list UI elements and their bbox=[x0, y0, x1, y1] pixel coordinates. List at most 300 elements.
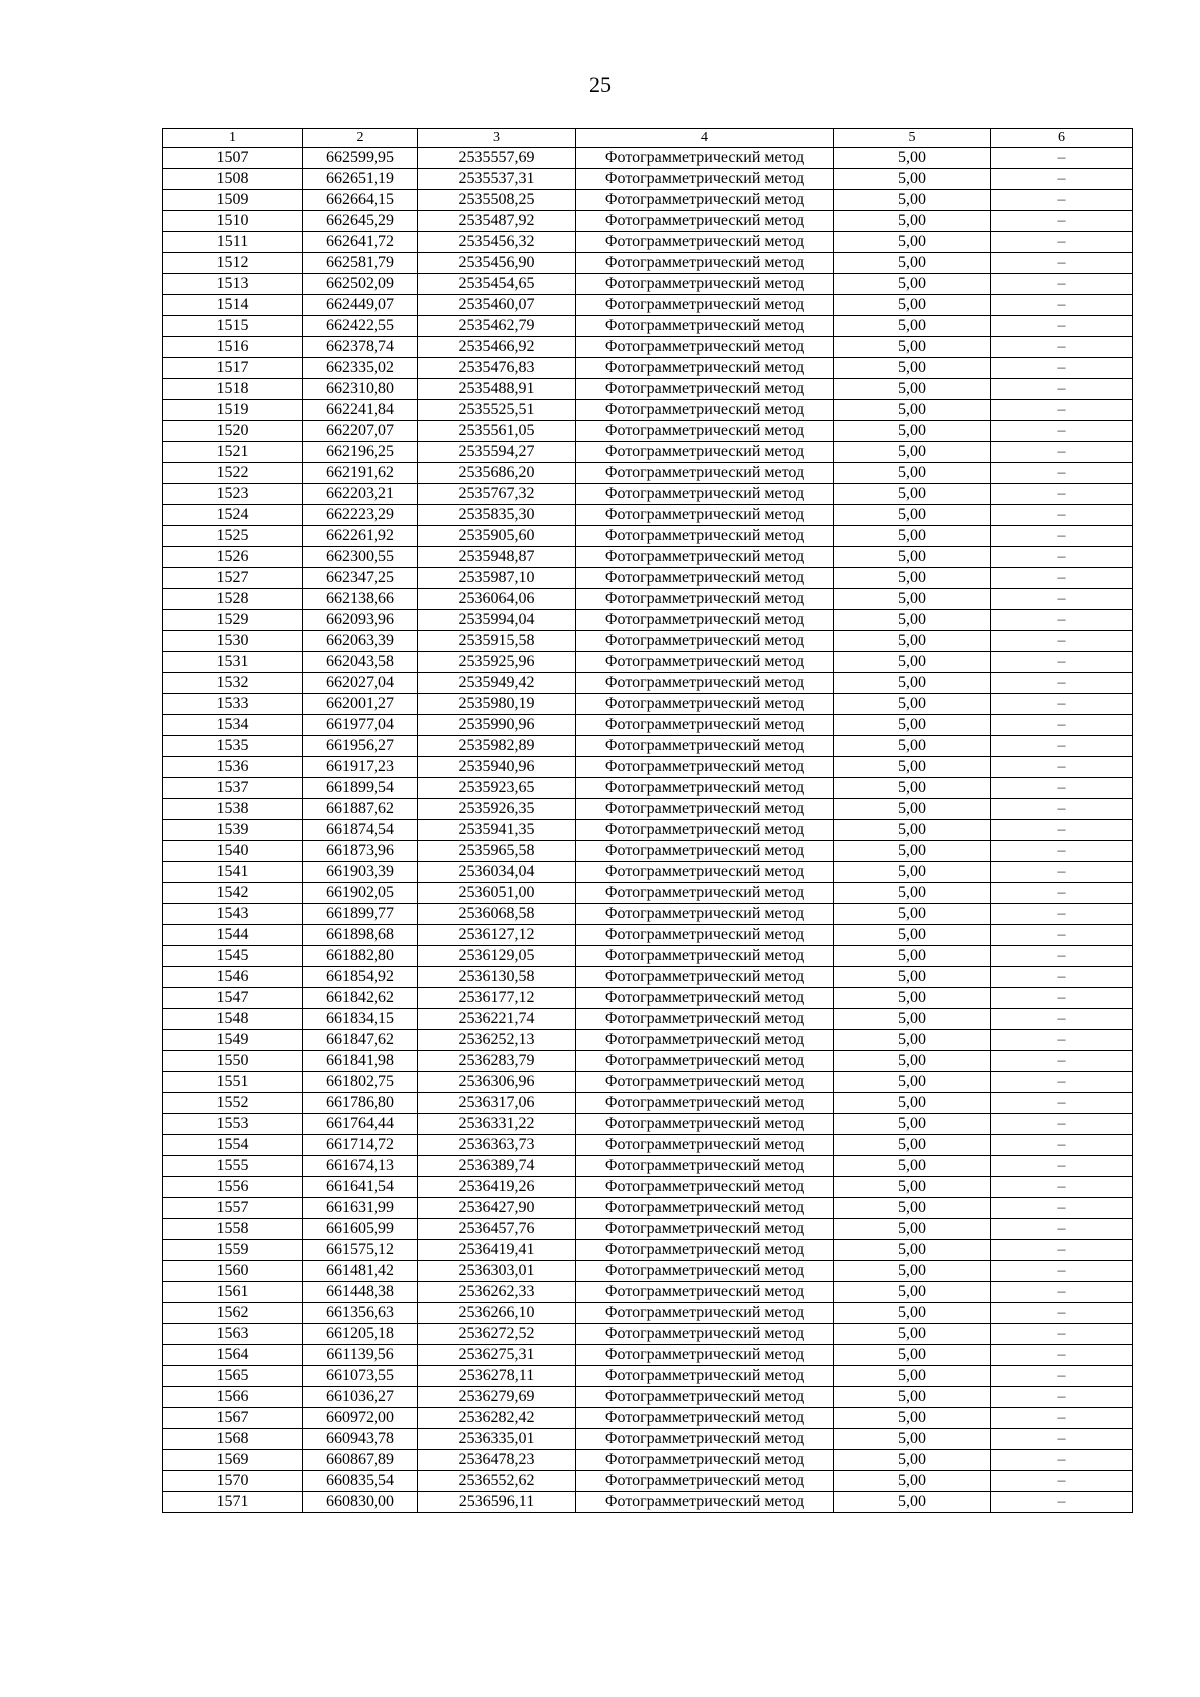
method-cell: Фотограмметрический метод bbox=[576, 673, 834, 694]
point-number-cell: 1534 bbox=[163, 715, 303, 736]
point-number-cell: 1544 bbox=[163, 925, 303, 946]
table-row bbox=[163, 1135, 1133, 1156]
accuracy-cell: 5,00 bbox=[834, 1303, 991, 1324]
accuracy-cell: 5,00 bbox=[834, 610, 991, 631]
x-coordinate-cell: 661917,23 bbox=[303, 757, 418, 778]
x-coordinate-cell: 661631,99 bbox=[303, 1198, 418, 1219]
point-number-cell: 1528 bbox=[163, 589, 303, 610]
y-coordinate-cell: 2535965,58 bbox=[418, 841, 576, 862]
y-coordinate-cell: 2536283,79 bbox=[418, 1051, 576, 1072]
accuracy-cell: 5,00 bbox=[834, 1030, 991, 1051]
note-cell: – bbox=[991, 190, 1133, 211]
method-cell: Фотограмметрический метод bbox=[576, 1450, 834, 1471]
accuracy-cell: 5,00 bbox=[834, 1261, 991, 1282]
accuracy-cell: 5,00 bbox=[834, 1093, 991, 1114]
method-cell: Фотограмметрический метод bbox=[576, 232, 834, 253]
point-number-cell: 1542 bbox=[163, 883, 303, 904]
x-coordinate-cell: 661899,77 bbox=[303, 904, 418, 925]
method-cell: Фотограмметрический метод bbox=[576, 694, 834, 715]
x-coordinate-cell: 661854,92 bbox=[303, 967, 418, 988]
x-coordinate-cell: 661356,63 bbox=[303, 1303, 418, 1324]
accuracy-cell: 5,00 bbox=[834, 1450, 991, 1471]
method-cell: Фотограмметрический метод bbox=[576, 1198, 834, 1219]
table-row bbox=[163, 526, 1133, 547]
y-coordinate-cell: 2535557,69 bbox=[418, 148, 576, 169]
table-row bbox=[163, 1240, 1133, 1261]
note-cell: – bbox=[991, 400, 1133, 421]
y-coordinate-cell: 2535561,05 bbox=[418, 421, 576, 442]
y-coordinate-cell: 2535835,30 bbox=[418, 505, 576, 526]
accuracy-cell: 5,00 bbox=[834, 778, 991, 799]
y-coordinate-cell: 2535456,90 bbox=[418, 253, 576, 274]
x-coordinate-cell: 662651,19 bbox=[303, 169, 418, 190]
y-coordinate-cell: 2535476,83 bbox=[418, 358, 576, 379]
point-number-cell: 1517 bbox=[163, 358, 303, 379]
method-cell: Фотограмметрический метод bbox=[576, 568, 834, 589]
accuracy-cell: 5,00 bbox=[834, 799, 991, 820]
table-row bbox=[163, 799, 1133, 820]
point-number-cell: 1526 bbox=[163, 547, 303, 568]
accuracy-cell: 5,00 bbox=[834, 1156, 991, 1177]
method-cell: Фотограмметрический метод bbox=[576, 946, 834, 967]
accuracy-cell: 5,00 bbox=[834, 1387, 991, 1408]
point-number-cell: 1568 bbox=[163, 1429, 303, 1450]
point-number-cell: 1511 bbox=[163, 232, 303, 253]
y-coordinate-cell: 2536282,42 bbox=[418, 1408, 576, 1429]
accuracy-cell: 5,00 bbox=[834, 757, 991, 778]
method-cell: Фотограмметрический метод bbox=[576, 1282, 834, 1303]
method-cell: Фотограмметрический метод bbox=[576, 1366, 834, 1387]
point-number-cell: 1532 bbox=[163, 673, 303, 694]
x-coordinate-cell: 661899,54 bbox=[303, 778, 418, 799]
accuracy-cell: 5,00 bbox=[834, 904, 991, 925]
point-number-cell: 1554 bbox=[163, 1135, 303, 1156]
y-coordinate-cell: 2535982,89 bbox=[418, 736, 576, 757]
accuracy-cell: 5,00 bbox=[834, 883, 991, 904]
note-cell: – bbox=[991, 820, 1133, 841]
x-coordinate-cell: 662502,09 bbox=[303, 274, 418, 295]
x-coordinate-cell: 662335,02 bbox=[303, 358, 418, 379]
x-coordinate-cell: 662599,95 bbox=[303, 148, 418, 169]
point-number-cell: 1550 bbox=[163, 1051, 303, 1072]
table-row bbox=[163, 1051, 1133, 1072]
note-cell: – bbox=[991, 778, 1133, 799]
method-cell: Фотограмметрический метод bbox=[576, 1072, 834, 1093]
method-cell: Фотограмметрический метод bbox=[576, 484, 834, 505]
x-coordinate-cell: 662449,07 bbox=[303, 295, 418, 316]
x-coordinate-cell: 661605,99 bbox=[303, 1219, 418, 1240]
point-number-cell: 1530 bbox=[163, 631, 303, 652]
x-coordinate-cell: 661575,12 bbox=[303, 1240, 418, 1261]
note-cell: – bbox=[991, 1114, 1133, 1135]
y-coordinate-cell: 2535456,32 bbox=[418, 232, 576, 253]
point-number-cell: 1533 bbox=[163, 694, 303, 715]
method-cell: Фотограмметрический метод bbox=[576, 841, 834, 862]
table-row bbox=[163, 673, 1133, 694]
y-coordinate-cell: 2536064,06 bbox=[418, 589, 576, 610]
accuracy-cell: 5,00 bbox=[834, 568, 991, 589]
x-coordinate-cell: 662347,25 bbox=[303, 568, 418, 589]
table-row bbox=[163, 1009, 1133, 1030]
table-row bbox=[163, 610, 1133, 631]
method-cell: Фотограмметрический метод bbox=[576, 1261, 834, 1282]
x-coordinate-cell: 662196,25 bbox=[303, 442, 418, 463]
accuracy-cell: 5,00 bbox=[834, 442, 991, 463]
method-cell: Фотограмметрический метод bbox=[576, 820, 834, 841]
y-coordinate-cell: 2536317,06 bbox=[418, 1093, 576, 1114]
method-cell: Фотограмметрический метод bbox=[576, 400, 834, 421]
method-cell: Фотограмметрический метод bbox=[576, 799, 834, 820]
accuracy-cell: 5,00 bbox=[834, 862, 991, 883]
y-coordinate-cell: 2536252,13 bbox=[418, 1030, 576, 1051]
table-row bbox=[163, 1303, 1133, 1324]
page-number: 25 bbox=[589, 72, 611, 97]
table-row bbox=[163, 946, 1133, 967]
accuracy-cell: 5,00 bbox=[834, 1051, 991, 1072]
accuracy-cell: 5,00 bbox=[834, 694, 991, 715]
note-cell: – bbox=[991, 463, 1133, 484]
y-coordinate-cell: 2536278,11 bbox=[418, 1366, 576, 1387]
method-cell: Фотограмметрический метод bbox=[576, 547, 834, 568]
y-coordinate-cell: 2536478,23 bbox=[418, 1450, 576, 1471]
header-row bbox=[163, 129, 1133, 148]
table-row bbox=[163, 316, 1133, 337]
table-row bbox=[163, 904, 1133, 925]
accuracy-cell: 5,00 bbox=[834, 463, 991, 484]
method-cell: Фотограмметрический метод bbox=[576, 925, 834, 946]
x-coordinate-cell: 661873,96 bbox=[303, 841, 418, 862]
accuracy-cell: 5,00 bbox=[834, 1408, 991, 1429]
note-cell: – bbox=[991, 253, 1133, 274]
table-row bbox=[163, 715, 1133, 736]
method-cell: Фотограмметрический метод bbox=[576, 295, 834, 316]
note-cell: – bbox=[991, 148, 1133, 169]
table-row bbox=[163, 1219, 1133, 1240]
note-cell: – bbox=[991, 379, 1133, 400]
method-cell: Фотограмметрический метод bbox=[576, 169, 834, 190]
note-cell: – bbox=[991, 694, 1133, 715]
point-number-cell: 1546 bbox=[163, 967, 303, 988]
point-number-cell: 1552 bbox=[163, 1093, 303, 1114]
table-row bbox=[163, 1450, 1133, 1471]
method-cell: Фотограмметрический метод bbox=[576, 1030, 834, 1051]
table-row bbox=[163, 1471, 1133, 1492]
accuracy-cell: 5,00 bbox=[834, 484, 991, 505]
accuracy-cell: 5,00 bbox=[834, 925, 991, 946]
note-cell: – bbox=[991, 1030, 1133, 1051]
accuracy-cell: 5,00 bbox=[834, 1198, 991, 1219]
point-number-cell: 1516 bbox=[163, 337, 303, 358]
method-cell: Фотограмметрический метод bbox=[576, 736, 834, 757]
point-number-cell: 1571 bbox=[163, 1492, 303, 1513]
note-cell: – bbox=[991, 631, 1133, 652]
point-number-cell: 1520 bbox=[163, 421, 303, 442]
table-row bbox=[163, 274, 1133, 295]
y-coordinate-cell: 2536427,90 bbox=[418, 1198, 576, 1219]
point-number-cell: 1553 bbox=[163, 1114, 303, 1135]
note-cell: – bbox=[991, 715, 1133, 736]
x-coordinate-cell: 662223,29 bbox=[303, 505, 418, 526]
x-coordinate-cell: 662581,79 bbox=[303, 253, 418, 274]
point-number-cell: 1560 bbox=[163, 1261, 303, 1282]
method-cell: Фотограмметрический метод bbox=[576, 1135, 834, 1156]
accuracy-cell: 5,00 bbox=[834, 421, 991, 442]
method-cell: Фотограмметрический метод bbox=[576, 1093, 834, 1114]
point-number-cell: 1558 bbox=[163, 1219, 303, 1240]
note-cell: – bbox=[991, 1198, 1133, 1219]
method-cell: Фотограмметрический метод bbox=[576, 1345, 834, 1366]
note-cell: – bbox=[991, 421, 1133, 442]
point-number-cell: 1561 bbox=[163, 1282, 303, 1303]
accuracy-cell: 5,00 bbox=[834, 337, 991, 358]
note-cell: – bbox=[991, 1471, 1133, 1492]
accuracy-cell: 5,00 bbox=[834, 946, 991, 967]
accuracy-cell: 5,00 bbox=[834, 988, 991, 1009]
y-coordinate-cell: 2536306,96 bbox=[418, 1072, 576, 1093]
y-coordinate-cell: 2535940,96 bbox=[418, 757, 576, 778]
point-number-cell: 1541 bbox=[163, 862, 303, 883]
note-cell: – bbox=[991, 1177, 1133, 1198]
y-coordinate-cell: 2535686,20 bbox=[418, 463, 576, 484]
method-cell: Фотограмметрический метод bbox=[576, 1471, 834, 1492]
x-coordinate-cell: 660867,89 bbox=[303, 1450, 418, 1471]
note-cell: – bbox=[991, 1345, 1133, 1366]
y-coordinate-cell: 2536335,01 bbox=[418, 1429, 576, 1450]
table-row bbox=[163, 1072, 1133, 1093]
x-coordinate-cell: 661802,75 bbox=[303, 1072, 418, 1093]
y-coordinate-cell: 2536262,33 bbox=[418, 1282, 576, 1303]
method-cell: Фотограмметрический метод bbox=[576, 757, 834, 778]
table-row bbox=[163, 1387, 1133, 1408]
method-cell: Фотограмметрический метод bbox=[576, 337, 834, 358]
y-coordinate-cell: 2536275,31 bbox=[418, 1345, 576, 1366]
x-coordinate-cell: 662027,04 bbox=[303, 673, 418, 694]
y-coordinate-cell: 2535460,07 bbox=[418, 295, 576, 316]
x-coordinate-cell: 662378,74 bbox=[303, 337, 418, 358]
y-coordinate-cell: 2535990,96 bbox=[418, 715, 576, 736]
point-number-cell: 1507 bbox=[163, 148, 303, 169]
method-cell: Фотограмметрический метод bbox=[576, 778, 834, 799]
x-coordinate-cell: 661887,62 bbox=[303, 799, 418, 820]
accuracy-cell: 5,00 bbox=[834, 1009, 991, 1030]
x-coordinate-cell: 660943,78 bbox=[303, 1429, 418, 1450]
method-cell: Фотограмметрический метод bbox=[576, 1114, 834, 1135]
table-row bbox=[163, 568, 1133, 589]
note-cell: – bbox=[991, 1156, 1133, 1177]
point-number-cell: 1518 bbox=[163, 379, 303, 400]
point-number-cell: 1545 bbox=[163, 946, 303, 967]
x-coordinate-cell: 661205,18 bbox=[303, 1324, 418, 1345]
y-coordinate-cell: 2535905,60 bbox=[418, 526, 576, 547]
table-row bbox=[163, 484, 1133, 505]
point-number-cell: 1539 bbox=[163, 820, 303, 841]
x-coordinate-cell: 662203,21 bbox=[303, 484, 418, 505]
x-coordinate-cell: 662093,96 bbox=[303, 610, 418, 631]
method-cell: Фотограмметрический метод bbox=[576, 1492, 834, 1513]
table-row bbox=[163, 211, 1133, 232]
y-coordinate-cell: 2535949,42 bbox=[418, 673, 576, 694]
x-coordinate-cell: 661714,72 bbox=[303, 1135, 418, 1156]
note-cell: – bbox=[991, 1366, 1133, 1387]
accuracy-cell: 5,00 bbox=[834, 1072, 991, 1093]
note-cell: – bbox=[991, 211, 1133, 232]
accuracy-cell: 5,00 bbox=[834, 1240, 991, 1261]
y-coordinate-cell: 2536177,12 bbox=[418, 988, 576, 1009]
table-row bbox=[163, 778, 1133, 799]
x-coordinate-cell: 662310,80 bbox=[303, 379, 418, 400]
accuracy-cell: 5,00 bbox=[834, 1282, 991, 1303]
accuracy-cell: 5,00 bbox=[834, 589, 991, 610]
method-cell: Фотограмметрический метод bbox=[576, 1240, 834, 1261]
note-cell: – bbox=[991, 610, 1133, 631]
accuracy-cell: 5,00 bbox=[834, 1135, 991, 1156]
accuracy-cell: 5,00 bbox=[834, 400, 991, 421]
table-row bbox=[163, 169, 1133, 190]
point-number-cell: 1551 bbox=[163, 1072, 303, 1093]
table-row bbox=[163, 232, 1133, 253]
note-cell: – bbox=[991, 946, 1133, 967]
point-number-cell: 1512 bbox=[163, 253, 303, 274]
x-coordinate-cell: 661956,27 bbox=[303, 736, 418, 757]
note-cell: – bbox=[991, 1093, 1133, 1114]
point-number-cell: 1519 bbox=[163, 400, 303, 421]
table-row bbox=[163, 820, 1133, 841]
y-coordinate-cell: 2536221,74 bbox=[418, 1009, 576, 1030]
table-row bbox=[163, 652, 1133, 673]
point-number-cell: 1547 bbox=[163, 988, 303, 1009]
note-cell: – bbox=[991, 967, 1133, 988]
y-coordinate-cell: 2536130,58 bbox=[418, 967, 576, 988]
method-cell: Фотограмметрический метод bbox=[576, 883, 834, 904]
table-row bbox=[163, 862, 1133, 883]
y-coordinate-cell: 2536457,76 bbox=[418, 1219, 576, 1240]
table-row bbox=[163, 631, 1133, 652]
x-coordinate-cell: 661139,56 bbox=[303, 1345, 418, 1366]
method-cell: Фотограмметрический метод bbox=[576, 358, 834, 379]
accuracy-cell: 5,00 bbox=[834, 1114, 991, 1135]
point-number-cell: 1525 bbox=[163, 526, 303, 547]
note-cell: – bbox=[991, 736, 1133, 757]
x-coordinate-cell: 662241,84 bbox=[303, 400, 418, 421]
table-row bbox=[163, 1492, 1133, 1513]
point-number-cell: 1559 bbox=[163, 1240, 303, 1261]
point-number-cell: 1527 bbox=[163, 568, 303, 589]
method-cell: Фотограмметрический метод bbox=[576, 1177, 834, 1198]
y-coordinate-cell: 2535537,31 bbox=[418, 169, 576, 190]
note-cell: – bbox=[991, 1387, 1133, 1408]
table-row bbox=[163, 988, 1133, 1009]
y-coordinate-cell: 2535488,91 bbox=[418, 379, 576, 400]
note-cell: – bbox=[991, 1492, 1133, 1513]
note-cell: – bbox=[991, 589, 1133, 610]
method-cell: Фотограмметрический метод bbox=[576, 715, 834, 736]
point-number-cell: 1555 bbox=[163, 1156, 303, 1177]
point-number-cell: 1531 bbox=[163, 652, 303, 673]
method-cell: Фотограмметрический метод bbox=[576, 211, 834, 232]
y-coordinate-cell: 2535454,65 bbox=[418, 274, 576, 295]
point-number-cell: 1529 bbox=[163, 610, 303, 631]
x-coordinate-cell: 661902,05 bbox=[303, 883, 418, 904]
point-number-cell: 1567 bbox=[163, 1408, 303, 1429]
accuracy-cell: 5,00 bbox=[834, 526, 991, 547]
point-number-cell: 1522 bbox=[163, 463, 303, 484]
note-cell: – bbox=[991, 862, 1133, 883]
method-cell: Фотограмметрический метод bbox=[576, 421, 834, 442]
table-row bbox=[163, 883, 1133, 904]
y-coordinate-cell: 2535767,32 bbox=[418, 484, 576, 505]
table-body bbox=[163, 148, 1133, 1513]
accuracy-cell: 5,00 bbox=[834, 967, 991, 988]
method-cell: Фотограмметрический метод bbox=[576, 463, 834, 484]
method-cell: Фотограмметрический метод bbox=[576, 253, 834, 274]
point-number-cell: 1537 bbox=[163, 778, 303, 799]
y-coordinate-cell: 2535925,96 bbox=[418, 652, 576, 673]
method-cell: Фотограмметрический метод bbox=[576, 442, 834, 463]
x-coordinate-cell: 662063,39 bbox=[303, 631, 418, 652]
accuracy-cell: 5,00 bbox=[834, 652, 991, 673]
accuracy-cell: 5,00 bbox=[834, 631, 991, 652]
accuracy-cell: 5,00 bbox=[834, 358, 991, 379]
method-cell: Фотограмметрический метод bbox=[576, 526, 834, 547]
accuracy-cell: 5,00 bbox=[834, 1177, 991, 1198]
method-cell: Фотограмметрический метод bbox=[576, 1387, 834, 1408]
note-cell: – bbox=[991, 442, 1133, 463]
point-number-cell: 1569 bbox=[163, 1450, 303, 1471]
table-row bbox=[163, 925, 1133, 946]
table-row bbox=[163, 1429, 1133, 1450]
table-row bbox=[163, 1408, 1133, 1429]
point-number-cell: 1543 bbox=[163, 904, 303, 925]
accuracy-cell: 5,00 bbox=[834, 1345, 991, 1366]
note-cell: – bbox=[991, 1219, 1133, 1240]
note-cell: – bbox=[991, 925, 1133, 946]
y-coordinate-cell: 2536363,73 bbox=[418, 1135, 576, 1156]
point-number-cell: 1510 bbox=[163, 211, 303, 232]
table-row bbox=[163, 694, 1133, 715]
method-cell: Фотограмметрический метод bbox=[576, 1303, 834, 1324]
column-header: 1 bbox=[163, 129, 303, 148]
point-number-cell: 1523 bbox=[163, 484, 303, 505]
note-cell: – bbox=[991, 1009, 1133, 1030]
y-coordinate-cell: 2536051,00 bbox=[418, 883, 576, 904]
y-coordinate-cell: 2536552,62 bbox=[418, 1471, 576, 1492]
y-coordinate-cell: 2536419,26 bbox=[418, 1177, 576, 1198]
method-cell: Фотограмметрический метод bbox=[576, 148, 834, 169]
note-cell: – bbox=[991, 316, 1133, 337]
point-number-cell: 1514 bbox=[163, 295, 303, 316]
table-row bbox=[163, 1093, 1133, 1114]
y-coordinate-cell: 2536303,01 bbox=[418, 1261, 576, 1282]
note-cell: – bbox=[991, 1072, 1133, 1093]
note-cell: – bbox=[991, 505, 1133, 526]
note-cell: – bbox=[991, 1282, 1133, 1303]
note-cell: – bbox=[991, 1303, 1133, 1324]
table-row bbox=[163, 841, 1133, 862]
point-number-cell: 1521 bbox=[163, 442, 303, 463]
y-coordinate-cell: 2535525,51 bbox=[418, 400, 576, 421]
accuracy-cell: 5,00 bbox=[834, 190, 991, 211]
point-number-cell: 1508 bbox=[163, 169, 303, 190]
x-coordinate-cell: 660830,00 bbox=[303, 1492, 418, 1513]
accuracy-cell: 5,00 bbox=[834, 715, 991, 736]
accuracy-cell: 5,00 bbox=[834, 316, 991, 337]
accuracy-cell: 5,00 bbox=[834, 841, 991, 862]
y-coordinate-cell: 2535980,19 bbox=[418, 694, 576, 715]
table-row bbox=[163, 1261, 1133, 1282]
y-coordinate-cell: 2535508,25 bbox=[418, 190, 576, 211]
point-number-cell: 1536 bbox=[163, 757, 303, 778]
x-coordinate-cell: 661481,42 bbox=[303, 1261, 418, 1282]
